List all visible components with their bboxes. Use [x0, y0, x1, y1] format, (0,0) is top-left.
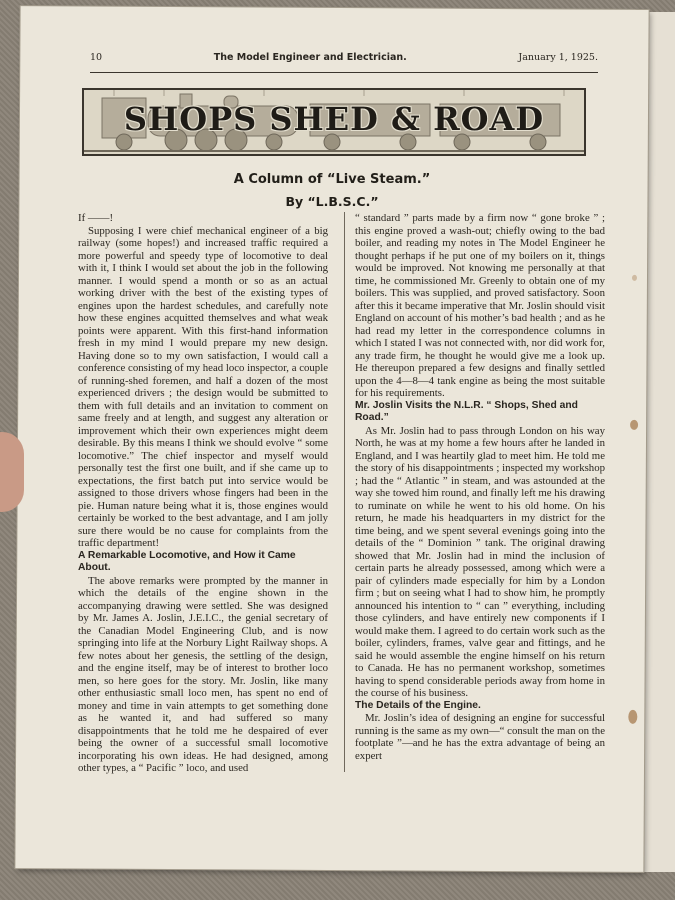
paragraph: Supposing I were chief mechanical engineer of a big railway (some hopes!) and increased traffic required a more powerful and speedy type of locomotive to deal with it, I think I would set about the job in the following manner. I would spend a month or so as an actual working driver with the best of the existing types of engines upon the hardest schedules, and carefully note how these engines acquitted themselves and what weak points were apparent. With this first-hand information fresh in my mind I would prepare my new design. Having done so to my own satisfaction, I would call a conference consisting of my head loco inspector, a couple of running-shed foremen, and half a dozen of the most experienced drivers ; the design would be submitted to them with full details and an invitation to comment on same freely and at length, and suggest any alteration or improvement which their own experiences might deem desirable. By this means I think we should evolve “ some locomotive.” The chief inspector and myself would personally test the first one built, and if she came up to expectations, the first batch put into service would be assigned to those drivers whose fingers had been in the pie. Human nature being what it is, those engines would certainly be worked to the best advantage, and I am jolly sure there would be no cause for complaints from the traffic department! [78, 224, 328, 549]
thumb [0, 432, 24, 512]
section-heading: A Remarkable Locomotive, and How it Came About. [78, 549, 296, 573]
issue-date: January 1, 1925. [518, 52, 598, 63]
section-heading: The Details of the Engine. [355, 699, 481, 711]
column-banner [82, 88, 586, 156]
magazine-title: The Model Engineer and Electrician. [213, 52, 407, 63]
running-head [90, 52, 598, 73]
opening-line: If ——! [78, 212, 114, 224]
article-subtitle: A Column of “Live Steam.” [233, 172, 431, 187]
rust-spot [628, 710, 637, 724]
section-heading: Mr. Joslin Visits the N.L.R. “ Shops, Shed and Road.” [355, 399, 578, 423]
article-byline: By “L.B.S.C.” [285, 194, 379, 209]
paragraph: As Mr. Joslin had to pass through London on his way North, he was at my home a few hours after he landed in England, and I was heartily glad to meet him. He told me the story of his disappointments ; inspected my workshop ; had the “ Atlantic ” in steam, and was astounded at the way she towed him round, and finally left me his drawing to ruminate on while he went to his old home. On his return, he made his headquarters in my district for the time being, and we spent several evenings going into the details of the “ Dominion ” tank. The original drawing showed that Mr. Joslin had in mind the inclusion of certain parts he already possessed, among which were a pair of cylinders made especially for him by a London firm ; but on seeing what I had to show him, he promptly announced his intention to “ can ” everything, including those cylinders, and have entirely new components if I would make them. I agreed to do certain work such as the boiler, cylinders, frames, valve gear and fittings, and he said he would assemble the engine himself on his return to Canada. He has no permanent workshop, sometimes having to spend considerable periods away from home in the course of his business. [355, 424, 605, 699]
page-number: 10 [90, 52, 103, 63]
paragraph: The above remarks were prompted by the manner in which the details of the engine shown in the accompanying drawing were settled. She was designed by Mr. James A. Joslin, J.E.I.C., the genial secretary of the Canadian Model Engineering Club, and is now springing into life at the Norbury Light Railway shops. A few notes about her genesis, the settling of the design, and the engine itself, may be of interest to brother loco men, so here goes for the story. Mr. Joslin, like many other enthusiastic small loco men, has spent no end of money and time in vain attempts to get something done as he wanted it, and had suffered so many disappointments that he told me he despaired of ever being the owner of a successful small locomotive incorporating his own ideas. He had designed, among other types, a “ Pacific ” loco, and used [78, 574, 328, 774]
banner-title: SHOPS SHED & ROAD [123, 100, 545, 138]
left-column [78, 212, 328, 775]
paragraph: Mr. Joslin’s idea of designing an engine for successful running is the same as my own—“ consult the man on the footplate ”—and he has the extra advantage of being an expert [355, 712, 605, 762]
paragraph: “ standard ” parts made by a firm now “ gone broke ” ; this engine proved a wash-out; chiefly owing to the bad boiler, and reading my notes in The Model Engineer he thought perhaps if he put one of my boilers on it, things would be improved. Not knowing me personally at that time, he commissioned Mr. Greenly to obtain one of my boilers. This was supplied, and proved satisfactory. Soon after this it became imperative that Mr. Joslin should visit England on account of his mother’s bad health ; and as he had read my letter in the correspondence columns in which I stated I was not connected with, nor did work for, any trade firm, he thought he would give me a look up. He thereupon prepared a few designs and finally settled upon the 4—8—4 tank engine as being the most suitable for his requirements. [355, 212, 605, 399]
column-divider [344, 212, 345, 772]
rust-spot [630, 420, 638, 430]
rust-spot [632, 275, 637, 281]
right-column [355, 212, 605, 762]
